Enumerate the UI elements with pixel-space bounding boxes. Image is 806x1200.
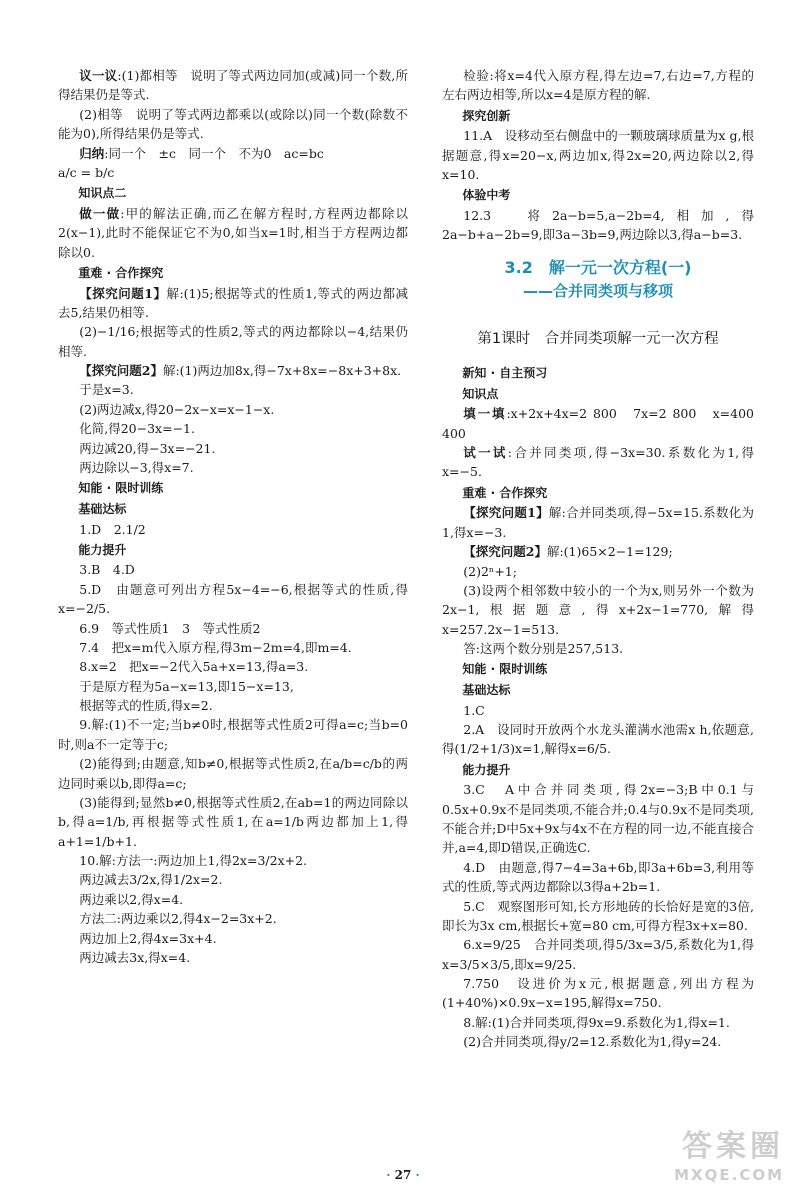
left-paragraph (58, 284, 408, 323)
right_bottom-paragraph (442, 761, 754, 780)
paragraph-text: 7.750 设进价为x元,根据题意,列出方程为(1+40%)×0.9x−x=195,解得x=750. (442, 976, 754, 1011)
right_bottom-paragraph (442, 935, 754, 974)
right_bottom-paragraph (442, 385, 754, 404)
section-title: 3.2 解一元一次方程(一) (504, 257, 692, 277)
page-number-dot-right: · (415, 1168, 420, 1182)
page-number-dot-left: · (386, 1168, 391, 1182)
right-top-block (442, 66, 754, 245)
right_bottom-paragraph (442, 720, 754, 759)
paragraph-text: 5.C 观察图形可知,长方形地砖的长恰好是宽的3倍,即长为3x cm,根据长+宽=80 cm,可得方程3x+x=80. (442, 898, 754, 933)
page-number-value: 27 (394, 1168, 412, 1182)
paragraph-text: 新知 · 自主预习 (462, 366, 548, 381)
paragraph-text: 2.A 设同时开放两个水龙头灌满水池需x h,依题意,得(1/2+1/3)x=1,解得x=6/5. (442, 721, 754, 757)
paragraph-text: 3.B 4.D (79, 562, 135, 578)
paragraph-text: 重难 · 合作探究 (462, 485, 548, 500)
lesson-title: 第1课时 合并同类项解一元一次方程 (477, 330, 719, 347)
paragraph-text: (2)能得到;由题意,知b≠0,根据等式性质2,在a/b=c/b的两边同时乘以b,即得a=c; (58, 756, 408, 791)
paragraph-text: 5.D 由题意可列出方程5x−4=−6,根据等式的性质,得x=−2/5. (58, 581, 408, 617)
paragraph-text: 两边减20,得−3x=−21. (79, 440, 216, 456)
left-paragraph (58, 948, 408, 967)
paragraph-text: 8.x=2 把x=−2代入5a+x=13,得a=3. (79, 659, 309, 675)
paragraph-text: (2)相等 说明了等式两边都乘以(或除以)同一个数(除数不能为0),所得结果仍是等式. (58, 106, 408, 142)
paragraph-text: 体验中考 (462, 188, 511, 203)
left-paragraph (58, 870, 408, 889)
left-paragraph (58, 619, 408, 638)
left-paragraph (58, 380, 408, 399)
right_bottom-paragraph (442, 1032, 754, 1051)
left-paragraph (58, 541, 408, 560)
left-paragraph (58, 560, 408, 579)
right_bottom-paragraph (442, 780, 754, 858)
left-paragraph (58, 657, 408, 676)
paragraph-lead: 【探究问题2】 (79, 363, 163, 379)
paragraph-text: 两边除以−3,得x=7. (79, 459, 194, 475)
paragraph-text: :合并同类项,得−3x=30.系数化为1,得x=−5. (442, 445, 754, 480)
right_bottom-paragraph (442, 858, 754, 897)
paragraph-text: 基础达标 (462, 683, 511, 697)
right_bottom-paragraph (442, 364, 754, 383)
left-paragraph (58, 638, 408, 657)
paragraph-text: 6.9 等式性质1 3 等式性质2 (79, 620, 261, 636)
paragraph-text: 知能 · 限时训练 (78, 481, 164, 496)
left-paragraph (58, 144, 408, 163)
right_top-paragraph (442, 206, 754, 245)
left-paragraph (58, 520, 408, 539)
right_bottom-paragraph (442, 404, 767, 443)
paragraph-text: 化简,得20−3x=−1. (79, 421, 195, 437)
left-paragraph (58, 419, 408, 438)
section-subtitle: ——合并同类项与移项 (522, 282, 673, 301)
paragraph-text: (3)能得到;显然b≠0,根据等式性质2,在ab=1的两边同除以b,得a=1/b,再根据等式性质1,在a=1/b两边都加上1,得a+1=1/b+1. (58, 794, 408, 849)
right_bottom-paragraph (442, 681, 754, 700)
left-paragraph (58, 105, 408, 144)
paragraph-lead: 做一做 (79, 205, 121, 221)
right_bottom-paragraph (442, 974, 754, 1013)
paragraph-text: 两边加上2,得4x=3x+4. (79, 930, 217, 946)
paragraph-text: 于是x=3. (79, 382, 134, 398)
left-paragraph (58, 929, 408, 948)
paragraph-text: (2)合并同类项,得y/2=12.系数化为1,得y=24. (463, 1034, 722, 1050)
paragraph-text: (3)设两个相邻数中较小的一个为x,则另外一个数为2x−1,根据题意,得x+2x−1=770,解得x=257.2x−1=513. (442, 582, 754, 637)
right_bottom-paragraph (442, 542, 754, 561)
left-paragraph (58, 66, 408, 105)
left-paragraph (58, 439, 408, 458)
paragraph-text: 知识点二 (78, 186, 127, 201)
paragraph-lead: 【探究问题2】 (463, 544, 547, 560)
right_bottom-paragraph (442, 897, 754, 936)
paragraph-text: 3.C A中合并同类项,得2x=−3;B中0.1与0.5x+0.9x不是同类项,不能合并;0.4与0.9x不是同类项,不能合并;D中5x+9x与4x不在方程的同一边,不能直接合并,a=4,即D错误,正确选C. (442, 782, 754, 856)
left-paragraph (58, 715, 408, 754)
left-paragraph (58, 851, 408, 870)
paragraph-text: 两边减去3x,得x=4. (79, 949, 191, 965)
left-paragraph (58, 890, 408, 909)
paragraph-text: 1.C (463, 702, 485, 718)
paragraph-text: :甲的解法正确,而乙在解方程时,方程两边都除以2(x−1),此时不能保证它不为0,如当x=1时,相当于方程两边都除以0. (58, 205, 408, 260)
watermark-line1: 答案圈 (682, 1129, 784, 1164)
paragraph-text: a/c = b/c (58, 164, 115, 180)
paragraph-text: 6.x=9/25 合并同类项,得5/3x=3/5,系数化为1,得x=3/5×3/5,即x=9/25. (442, 937, 754, 972)
paragraph-text: 根据等式的性质,得x=2. (79, 698, 213, 714)
paragraph-text: 10.解:方法一:两边加上1,得2x=3/2x+2. (79, 853, 308, 869)
paragraph-text: 能力提升 (462, 762, 511, 777)
watermark-line2: MXQE.COM (674, 1166, 784, 1184)
paragraph-text: 解:(1)两边加8x,得−7x+8x=−8x+3+8x. (162, 363, 402, 379)
right_top-paragraph (442, 186, 754, 205)
right_bottom-paragraph (442, 660, 754, 679)
paragraph-text: 方法二:两边乘以2,得4x−2=3x+2. (79, 911, 277, 927)
left-paragraph (58, 400, 408, 419)
right_bottom-paragraph (442, 639, 754, 658)
right_bottom-paragraph (442, 581, 754, 639)
paragraph-text: 两边减去3/2x,得1/2x=2. (79, 872, 223, 888)
left-paragraph (58, 204, 408, 262)
right_bottom-paragraph (442, 484, 754, 503)
paragraph-text: 7.4 把x=m代入原方程,得3m−2m=4,即m=4. (79, 639, 352, 655)
paragraph-text: (2)2ⁿ+1; (463, 563, 517, 579)
paragraph-lead: 【探究问题1】 (463, 505, 549, 521)
right_bottom-paragraph (442, 562, 754, 581)
paragraph-text: :x+2x+4x=2 800 7x=2 800 x=400 400 (442, 406, 767, 441)
paragraph-text: 两边乘以2,得x=4. (79, 891, 184, 907)
left-paragraph (58, 361, 408, 380)
paragraph-text: 解:(1)5;根据等式的性质1,等式的两边都减去5,结果仍相等. (58, 285, 408, 320)
left-paragraph (58, 163, 408, 182)
left-paragraph (58, 580, 408, 619)
left-paragraph (58, 264, 408, 283)
left-paragraph (58, 696, 408, 715)
left-paragraph (58, 458, 408, 477)
watermark-logo (644, 1130, 784, 1186)
left-paragraph (58, 500, 408, 519)
paragraph-text: 知识点 (462, 386, 499, 401)
paragraph-text: (2)−1/16;根据等式的性质2,等式的两边都除以−4,结果仍相等. (58, 324, 408, 359)
paragraph-lead: 议一议 (79, 68, 118, 83)
paragraph-text: 答:这两个数分别是257,513. (463, 641, 624, 657)
paragraph-text: 解:合并同类项,得−5x=15.系数化为1,得x=−3. (442, 505, 755, 540)
right_top-paragraph (442, 126, 754, 184)
right_top-paragraph (442, 66, 754, 105)
paragraph-text: 基础达标 (78, 501, 127, 516)
paragraph-text: 于是原方程为5a−x=13,即15−x=13, (79, 678, 294, 694)
left-paragraph (58, 909, 408, 928)
paragraph-text: 8.解:(1)合并同类项,得9x=9.系数化为1,得x=1. (463, 1014, 730, 1030)
left-column (58, 66, 408, 967)
paragraph-text: 重难 · 合作探究 (78, 265, 164, 280)
left-paragraph (58, 677, 408, 696)
right_bottom-paragraph (442, 503, 754, 542)
right_bottom-paragraph (442, 443, 754, 482)
paragraph-text: 11.A 设移动至右侧盘中的一颗玻璃球质量为x g,根据题意,得x=20−x,两边加x,得2x=20,两边除以2,得x=10. (442, 128, 754, 183)
paragraph-text: 探究创新 (462, 108, 511, 123)
paragraph-text: 4.D 由题意,得7−4=3a+6b,即3a+6b=3,利用等式的性质,等式两边都除以3得a+2b=1. (442, 859, 754, 895)
paragraph-text: :同一个 ±c 同一个 不为0 ac=bc (104, 145, 324, 161)
right_bottom-paragraph (442, 701, 754, 720)
paragraph-lead: 试一试 (463, 445, 508, 461)
paragraph-lead: 填一填 (463, 406, 507, 422)
left-paragraph (58, 184, 408, 203)
paragraph-text: 1.D 2.1/2 (79, 521, 146, 537)
right-column (442, 66, 767, 1052)
paragraph-text: (2)两边减x,得20−2x−x=x−1−x. (79, 401, 275, 417)
paragraph-text: 能力提升 (78, 542, 127, 557)
paragraph-text: 9.解:(1)不一定;当b≠0时,根据等式性质2可得a=c;当b=0时,则a不一定等于c; (58, 717, 408, 752)
right_bottom-paragraph (442, 1013, 754, 1032)
right-bottom-block (442, 364, 767, 1051)
paragraph-lead: 归纳 (79, 145, 105, 161)
left-paragraph (58, 479, 408, 498)
left-paragraph (58, 322, 408, 361)
left-paragraph (58, 793, 408, 851)
paragraph-text: 检验:将x=4代入原方程,得左边=7,右边=7,方程的左右两边相等,所以x=4是原方程的解. (442, 68, 754, 103)
left-paragraph (58, 754, 408, 793)
paragraph-text: :(1)都相等 说明了等式两边同加(或减)同一个数,所得结果仍是等式. (58, 68, 408, 103)
paragraph-lead: 【探究问题1】 (79, 285, 167, 301)
paragraph-text: 12.3 将2a−b=5,a−2b=4,相加,得2a−b+a−2b=9,即3a−3b=9,两边除以3,得a−b=3. (442, 208, 754, 243)
right_top-paragraph (442, 107, 754, 126)
paragraph-text: 知能 · 限时训练 (462, 662, 548, 677)
paragraph-text: 解:(1)65×2−1=129; (546, 544, 673, 560)
